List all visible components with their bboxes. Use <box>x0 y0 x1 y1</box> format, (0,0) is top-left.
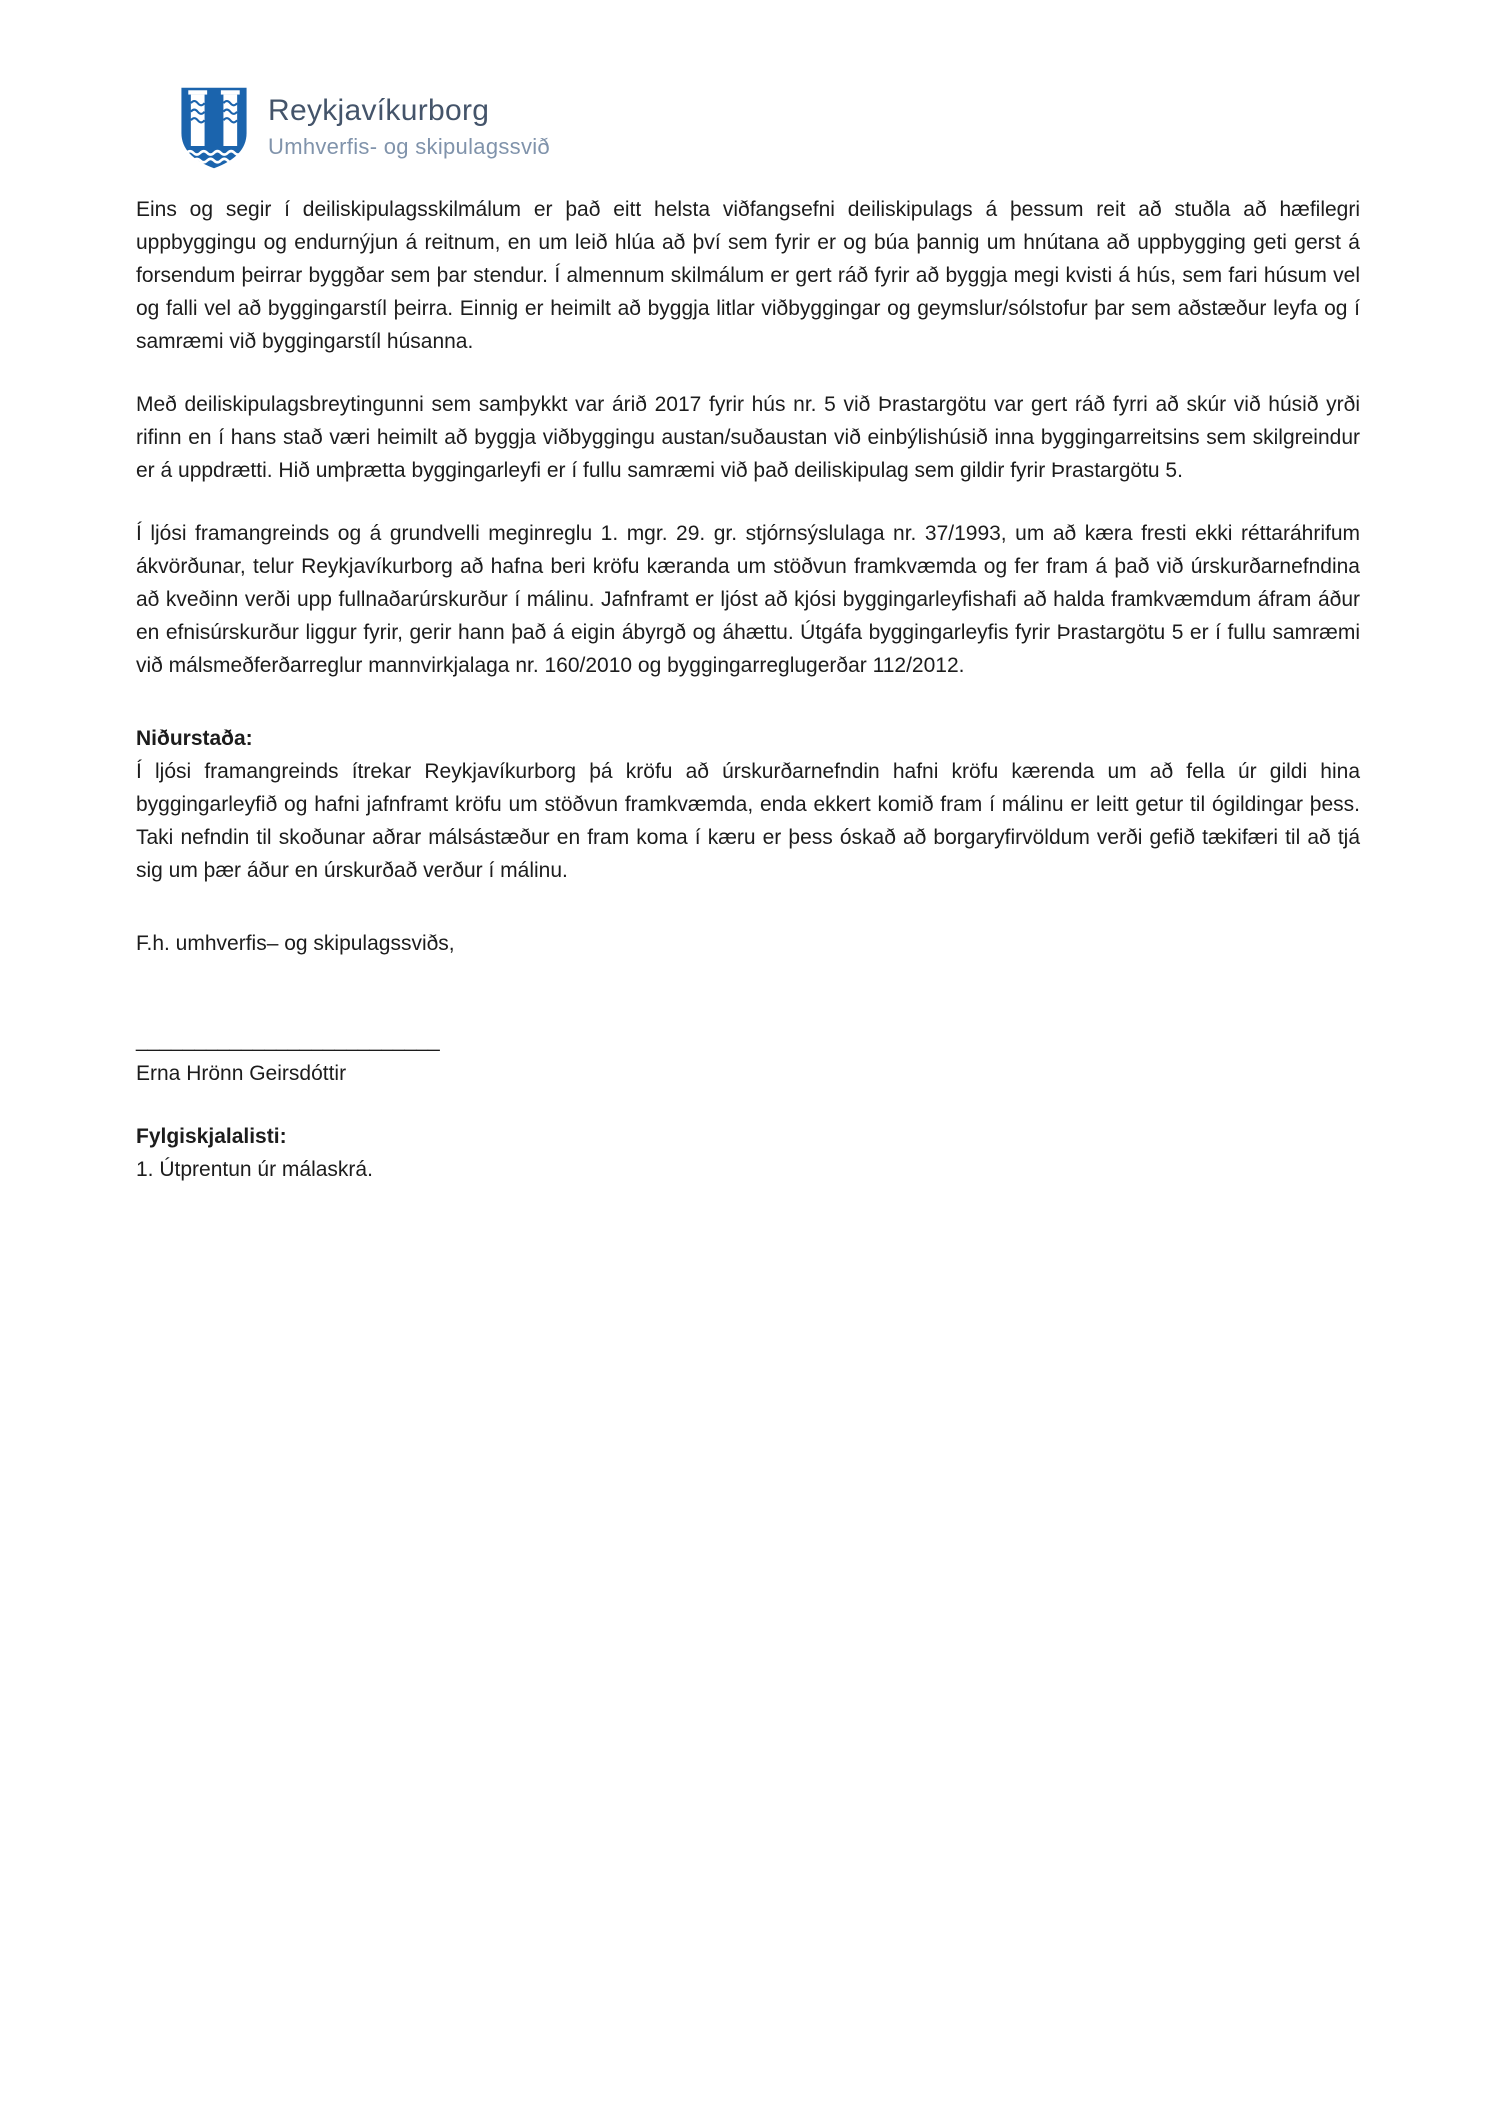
attachments-heading: Fylgiskjalalisti: <box>136 1125 287 1148</box>
org-block <box>268 85 550 160</box>
reykjavik-coat-of-arms-icon <box>178 85 250 171</box>
paragraph-deiliskipulag: Eins og segir í deiliskipulagsskilmálum er það eitt helsta viðfangsefni deiliskipulags á þessum reit að stuðla að hæfilegri uppbyggingu og endurnýjun á reitnum, en um leið hlúa að því sem fyrir er og búa þannig um hnútana að uppbygging geti gerst á forsendum þeirrar byggðar sem þar stendur. Í almennum skilmálum er gert ráð fyrir að byggja megi kvisti á hús, sem fari húsum vel og falli vel að byggingarstíl þeirra. Einnig er heimilt að byggja litlar viðbyggingar og geymslur/sólstofur þar sem aðstæður leyfa og í samræmi við byggingarstíl húsanna. <box>136 198 1360 353</box>
signature-line: __________________________ <box>136 1029 440 1052</box>
paragraph-deiliskipulagsbreyting: Með deiliskipulagsbreytingunni sem samþykkt var árið 2017 fyrir hús nr. 5 við Þrastargötu var gert ráð fyrri að skúr við húsið yrði rifinn en í hans stað væri heimilt að byggja viðbyggingu austan/suðaustan við einbýlishúsið inna byggingarreitsins sem skilgreindur er á uppdrætti. Hið umþrætta byggingarleyfi er í fullu samræmi við það deiliskipulag sem gildir fyrir Þrastargötu 5. <box>136 393 1360 482</box>
signature-name: Erna Hrönn Geirsdóttir <box>136 1062 347 1085</box>
conclusion-paragraph: Í ljósi framangreinds ítrekar Reykjavíkurborg þá kröfu að úrskurðarnefndin hafni kröfu kærenda um að fella úr gildi hina byggingarleyfið og hafni jafnframt kröfu um stöðvun framkvæmda, enda ekkert komið fram í málinu er leitt getur til ógildingar þess. Taki nefndin til skoðunar aðrar málsástæður en fram koma í kæru er þess óskað að borgaryfirvöldum verði gefið tækifæri til að tjá sig um þær áður en úrskurðað verður í málinu. <box>136 760 1360 882</box>
letterhead <box>178 85 1360 171</box>
org-name: Reykjavíkurborg <box>268 94 490 127</box>
conclusion-heading: Niðurstaða: <box>136 727 253 750</box>
attachment-item: 1. Útprentun úr málaskrá. <box>136 1158 373 1181</box>
letter-body <box>136 193 1360 1186</box>
signoff-line: F.h. umhverfis– og skipulagssviðs, <box>136 932 455 955</box>
paragraph-stjornsyslulog: Í ljósi framangreinds og á grundvelli meginreglu 1. mgr. 29. gr. stjórnsýslulaga nr. 37/1993, um að kæra fresti ekki réttaráhrifum ákvörðunar, telur Reykjavíkurborg að hafna beri kröfu kæranda um stöðvun framkvæmda og fer fram á það við úrskurðarnefndina að kveðinn verði upp fullnaðarúrskurður í málinu. Jafnframt er ljóst að kjósi byggingarleyfishafi að halda framkvæmdum áfram áður en efnisúrskurður liggur fyrir, gerir hann það á eigin ábyrgð og áhættu. Útgáfa byggingarleyfis fyrir Þrastargötu 5 er í fullu samræmi við málsmeðferðarreglur mannvirkjalaga nr. 160/2010 og byggingarreglugerðar 112/2012. <box>136 522 1360 677</box>
org-department: Umhverfis- og skipulagssvið <box>268 134 550 159</box>
